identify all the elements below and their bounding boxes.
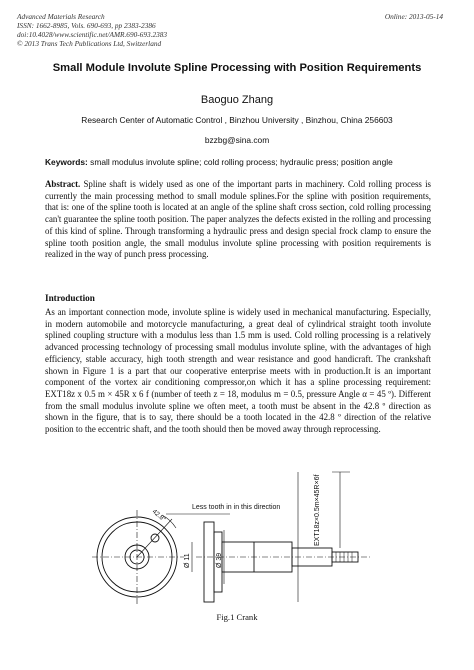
abstract-text: Spline shaft is widely used as one of the important parts in machinery. Cold rolling process is currently the main processing method to small module splines.For the spline with position requirements, that is: one of the spline tooth is located at an angle of the spline shaft cross section, cold rolling processing can't guarantee the spline tooth position. The paper analyzes the defects existed in the rolling and processing of this kind of spline. Through transforming a hydraulic press and design special frock clamp to ensure the spline tooth position angle, the small modulus involute spline processing with position requirements is realized in the way of punch press processing. [45,179,431,260]
angle-label: 42.8° [150,508,167,524]
keywords-text: small modulus involute spline; cold rolling process; hydraulic press; position angle [90,157,393,167]
journal-header [17,12,167,48]
paper-title: Small Module Involute Spline Processing with Position Requirements [52,62,422,74]
spline-spec: EXT18z×0.5m×45R×6f [314,474,321,546]
section-title-introduction: Introduction [45,293,95,303]
author-email: bzzbg@sina.com [204,135,270,145]
keywords-line [45,157,393,167]
introduction-paragraph: As an important connection mode, involute spline is widely used in mechanical manufacturing. Especially, in modern automobile and motorcycle manufacturing, a great deal of cylindrical straight tooth involute splined coupling structure with a modulus less than 1.5 mm is used. Cold rolling processing is a relatively advanced processing technology of processing small modulus involute spline, with the advantages of high efficiency, stable accuracy, high tooth strength and wear resistance and good handicraft. The crankshaft shown in Figure 1 is a part that our cooperative enterprise meets with in production.It is an important component of the vortex air conditioning compressor,on which it has a spline processing requirement: EXT18z x 0.5 m × 45R x 6 f (number of teeth z = 18, modulus m = 0.5, pressure Angle α = 45 º). Different from the small modulus involute spline we often meet, a tooth must be absent in the 42.8 º direction as shown in the figure, that is to say, there should be a tooth located in the 42.8 º direction of the relative position to the eccentric shaft, and the tooth should then be moved away through reprocessing. [45,307,431,435]
online-date: Online: 2013-05-14 [384,12,443,21]
abstract-label: Abstract. [45,179,81,189]
copyright-line: © 2013 Trans Tech Publications Ltd, Switzerland [17,39,162,48]
issn-line: ISSN: 1662-8985, Vols. 690-693, pp 2383-2386 [17,21,156,30]
crank-drawing [92,462,392,607]
affiliation: Research Center of Automatic Control , Binzhou University , Binzhou, China 256603 [81,115,393,125]
crank-figure [92,462,392,607]
journal-name: Advanced Materials Research [17,12,105,21]
doi-line: doi:10.4028/www.scientific.net/AMR.690-693.2383 [17,30,168,39]
figure-note: Less tooth in in this direction [192,504,281,511]
abstract-paragraph [45,179,431,261]
dimension-small: Ø 11 [184,553,191,568]
author-name: Baoguo Zhang [200,94,274,106]
dimension-large: Ø 39 [216,552,223,568]
figure-caption: Fig.1 Crank [216,612,258,622]
keywords-label: Keywords: [45,157,88,167]
